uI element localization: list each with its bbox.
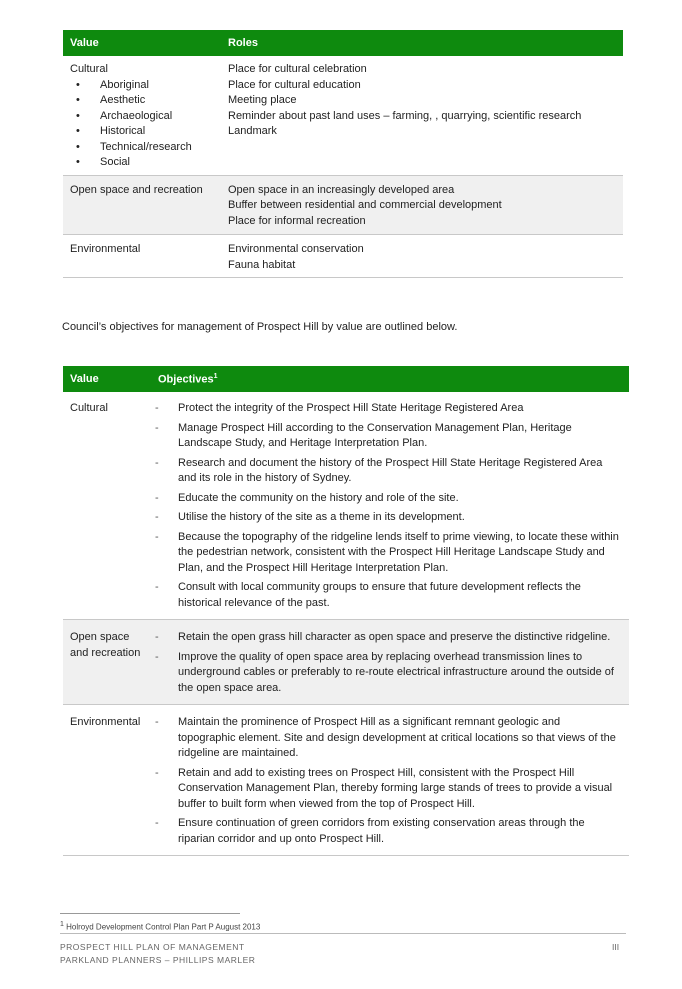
roles-cell (221, 235, 623, 278)
role-line: Open space in an increasingly developed area (228, 183, 455, 196)
list-item: - Retain the open grass hill character as open space and preserve the distinctive ridgeline. (152, 630, 619, 646)
objectives-list (152, 401, 619, 611)
header-roles: Roles (221, 30, 623, 56)
value-cell: Cultural (70, 402, 108, 414)
value-cell: Environmental (63, 705, 152, 856)
roles-cell (221, 175, 623, 235)
role-line: Landmark (228, 125, 277, 137)
list-item: - Manage Prospect Hill according to the Conservation Management Plan, Heritage Landscape Study, and Heritage Interpretation Plan. (152, 421, 619, 452)
footnote-ref: 1 (213, 372, 218, 380)
list-item: • Social (70, 155, 214, 171)
objectives-cell (152, 392, 629, 620)
footer-divider (60, 933, 626, 934)
bullet-list (70, 78, 214, 171)
table-row (63, 175, 623, 235)
objectives-list (152, 630, 619, 696)
header-objectives (152, 366, 629, 392)
header-value: Value (63, 30, 221, 56)
roles-cell (221, 56, 623, 175)
list-item: • Historical (70, 124, 214, 140)
value-label: Cultural (70, 63, 108, 75)
footnote (60, 921, 260, 932)
list-item: - Maintain the prominence of Prospect Hill as a significant remnant geologic and topographic element. Site and design development at critical locations so that views of the ridgeline are maintained. (152, 715, 619, 762)
header-value: Value (63, 366, 152, 392)
list-item: • Aesthetic (70, 93, 214, 109)
intro-paragraph: Council’s objectives for management of Prospect Hill by value are outlined below. (62, 321, 458, 333)
value-cell (63, 56, 221, 175)
objectives-cell (152, 705, 629, 856)
role-line: Buffer between residential and commercial development (228, 199, 502, 211)
values-roles-table (63, 30, 623, 278)
list-item: • Aboriginal (70, 78, 214, 94)
objectives-cell (152, 620, 629, 705)
list-item: - Because the topography of the ridgeline lends itself to prime viewing, to locate these within the pedestrian network, consistent with the Prospect Hill Heritage Landscape Study and Plan, and the Prospect Hill Heritage Interpretation Plan. (152, 530, 619, 577)
role-line: Place for cultural education (228, 78, 361, 91)
value-label-line: and recreation (70, 646, 141, 659)
footnote-text: Holroyd Development Control Plan Part P August 2013 (66, 922, 261, 932)
table-row (63, 620, 629, 705)
value-cell: Environmental (63, 235, 221, 278)
header-objectives-label: Objectives (158, 373, 214, 386)
list-item: - Improve the quality of open space area by replacing overhead transmission lines to underground cables or preferably to re-route electrical infrastructure around the outside of the open space area. (152, 650, 619, 697)
table-row (63, 56, 623, 175)
list-item: - Protect the integrity of the Prospect Hill State Heritage Registered Area (152, 401, 619, 417)
objectives-list (152, 715, 619, 847)
role-line: Meeting place (228, 94, 297, 106)
footnote-mark: 1 (60, 921, 64, 928)
list-item: - Consult with local community groups to ensure that future development reflects the historical relevance of the past. (152, 580, 619, 611)
footnote-divider (60, 913, 240, 914)
table-row (63, 705, 629, 856)
role-line: Reminder about past land uses – farming, , quarrying, scientific research (228, 109, 582, 122)
list-item: • Archaeological (70, 109, 214, 125)
page-number: III (612, 942, 620, 952)
role-line: Fauna habitat (228, 258, 296, 271)
list-item: - Research and document the history of the Prospect Hill State Heritage Registered Area and its role in the history of Sydney. (152, 456, 619, 487)
list-item: - Retain and add to existing trees on Prospect Hill, consistent with the Prospect Hill Conservation Management Plan, thereby forming large stands of trees to provide a visual buffer to built form when viewed from the top of Prospect Hill. (152, 766, 619, 813)
list-item: • Technical/research (70, 140, 214, 156)
value-cell (63, 620, 152, 705)
list-item: - Ensure continuation of green corridors from existing conservation areas through the riparian corridor and up onto Prospect Hill. (152, 816, 619, 847)
values-objectives-table (63, 366, 629, 856)
footer-authors: PARKLAND PLANNERS – PHILLIPS MARLER (60, 955, 256, 965)
table-row (63, 392, 629, 620)
footer-document-title: PROSPECT HILL PLAN OF MANAGEMENT (60, 942, 245, 952)
list-item: - Utilise the history of the site as a theme in its development. (152, 510, 619, 526)
role-line: Place for cultural celebration (228, 63, 367, 75)
table-header-row (63, 30, 623, 56)
value-label-line: Open space (70, 631, 130, 643)
role-line: Place for informal recreation (228, 214, 366, 227)
list-item: - Educate the community on the history and role of the site. (152, 491, 619, 507)
value-cell: Open space and recreation (63, 175, 221, 235)
table-row (63, 235, 623, 278)
role-line: Environmental conservation (228, 243, 364, 255)
table-header-row (63, 366, 629, 392)
